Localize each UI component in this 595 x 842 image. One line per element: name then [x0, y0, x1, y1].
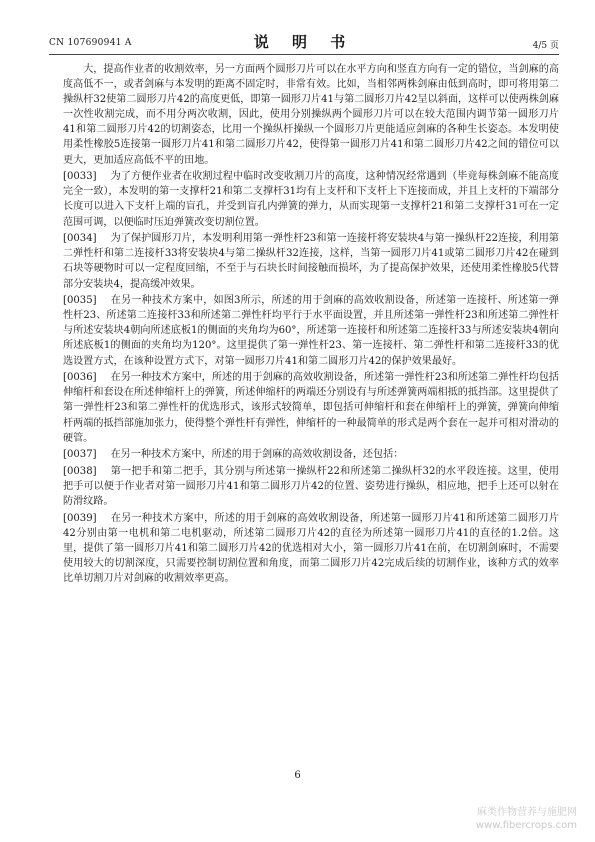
paragraph-text: 在另一种技术方案中，所述的用于剑麻的高效收割设备，还包括：	[110, 449, 404, 461]
watermark-url: www.fibercrops.com	[475, 820, 577, 831]
header-divider	[49, 54, 559, 55]
paragraph-number: [0034]	[63, 233, 97, 245]
paragraph-0036	[63, 370, 559, 445]
paragraph-0034	[63, 231, 559, 291]
page-number: 6	[294, 770, 301, 781]
document-header	[49, 30, 559, 52]
paragraph-0039	[63, 511, 559, 586]
document-title: 说 明 书	[253, 33, 355, 51]
page-reference: 4/5 页	[532, 41, 559, 51]
paragraph-number: [0038]	[63, 466, 97, 477]
paragraph-number: [0039]	[63, 512, 97, 524]
paragraph-text: 在另一种技术方案中，所述的用于剑麻的高效收割设备，所述第一弹性杆23和所述第二弹性杆均包括伸缩杆和套设在所述伸缩杆上的弹簧，所述伸缩杆的两端还分别设有与所述弹簧两端相抵的抵挡部。这里提供了第一弹性杆23和第二弹性杆的优选形式，该形式较简单，即包括可伸缩杆和套在伸缩杆上的弹簧，弹簧向伸缩杆两端的抵挡部施加张力，使得整个弹性杆有弹性，伸缩杆的一种最简单的形式是两个套在一起并可相对滑动的硬管。	[63, 372, 559, 444]
paragraph-0037	[63, 447, 559, 462]
paragraph-text: 在另一种技术方案中，所述的用于剑麻的高效收割设备，所述第一圆形刀片41和所述第二圆形刀片42分别由第一电机和第二电机驱动，所述第二圆形刀片42的直径为所述第一圆形刀片41的直径的1.2倍。这里，提供了第一圆形刀片41和第二圆形刀片42的优选相对大小，第一圆形刀片41在前，在切割剑麻时，不需要使用较大的切割深度，只需要控制切割位置和角度，而第二圆形刀片42完成后续的切割作业，该种方式的效率比单切割刀片对剑麻的收割效率更高。	[63, 512, 559, 585]
paragraph-number: [0036]	[63, 372, 97, 384]
paragraph-0033	[63, 169, 559, 229]
paragraph-number: [0037]	[63, 449, 97, 461]
paragraph-text: 为了方便作业者在收割过程中临时改变收割刀片的高度，这种情况经常遇到（毕竟每株剑麻不能高度完全一致），本发明的第一支撑杆21和第二支撑杆31均有上支杆和下支杆上下连接而成，并且上支杆的下端部分长度可以进入下支杆上端的盲孔，并受到盲孔内弹簧的弹力，从而实现第一支撑杆21和第二支撑杆31可在一定范围可调，以便临时压迫弹簧改变切割位置。	[63, 171, 559, 228]
paragraph-text: 在另一种技术方案中，如图3所示，所述的用于剑麻的高效收割设备，所述第一连接杆、所述第一弹性杆23、所述第二连接杆33和所述第二弹性杆均平行于水平面设置，并且所述第一弹性杆23和所述第二弹性杆与所述安装块4朝向所述底板1的侧面的夹角均为60°，所述第一连接杆和所述第二连接杆33与所述安装块4朝向所述底板1的侧面的夹角均为120°。这里提供了第一弹性杆23、第一连接杆、第二弹性杆和第二连接杆33的优选设置方式，在该种设置方式下，对第一圆形刀片41和第二圆形刀片42的保护效果最好。	[63, 295, 559, 367]
paragraph-text: 为了保护圆形刀片，本发明利用第一弹性杆23和第一连接杆将安装块4与第一操纵杆22连接，利用第二弹性杆和第二连接杆33将安装块4与第二操纵杆32连接，这样，当第一圆形刀片41或第二圆形刀片42在碰到石块等硬物时可以一定程度回缩，不至于与石块长时间接触而损坏，为了提高保护效果，还使用柔性橡胶5代替部分安装块4，提高缓冲效果。	[63, 233, 559, 290]
document-body	[63, 62, 559, 588]
site-watermark	[437, 806, 577, 832]
paragraph-continued	[63, 62, 559, 168]
paragraph-text: 大，提高作业者的收割效率，另一方面两个圆形刀片可以在水平方向和竖直方向有一定的错位，当剑麻的高度高低不一，或者剑麻与本发明的距离不固定时，非常有效。比如，当相邻两株剑麻由低到高时，即可将用第二操纵杆32使第二圆形刀片42的高度更低，即第一圆形刀片41与第二圆形刀片42呈以斜面，这样可以使两株剑麻一次性收割完成，而不用分两次收割，因此，使用分别操纵两个圆形刀片可以在较大范围内调节第一圆形刀片41和第二圆形刀片42的切割姿态，比用一个操纵杆操纵一个圆形刀片更能适应剑麻的各种生长姿态。本发明使用柔性橡胶5连接第一圆形刀片41和第二圆形刀片42，使得第一圆形刀片41和第二圆形刀片42之间的错位可以更大，更加适应高低不平的田地。	[63, 64, 559, 166]
paragraph-text: 第一把手和第二把手，其分别与所述第一操纵杆22和所述第二操纵杆32的水平段连接。这里，使用把手可以便于作业者对第一圆形刀片41和第二圆形刀片42的位置、姿势进行操纵，相应地，把手上还可以射在防滑纹路。	[63, 466, 559, 508]
watermark-title: 麻类作物营养与施肥网	[477, 807, 577, 818]
paragraph-0038	[63, 464, 559, 509]
paragraph-0035	[63, 293, 559, 368]
paragraph-number: [0035]	[63, 295, 97, 307]
publication-number: CN 107690941 A	[49, 38, 132, 48]
paragraph-number: [0033]	[63, 171, 97, 183]
